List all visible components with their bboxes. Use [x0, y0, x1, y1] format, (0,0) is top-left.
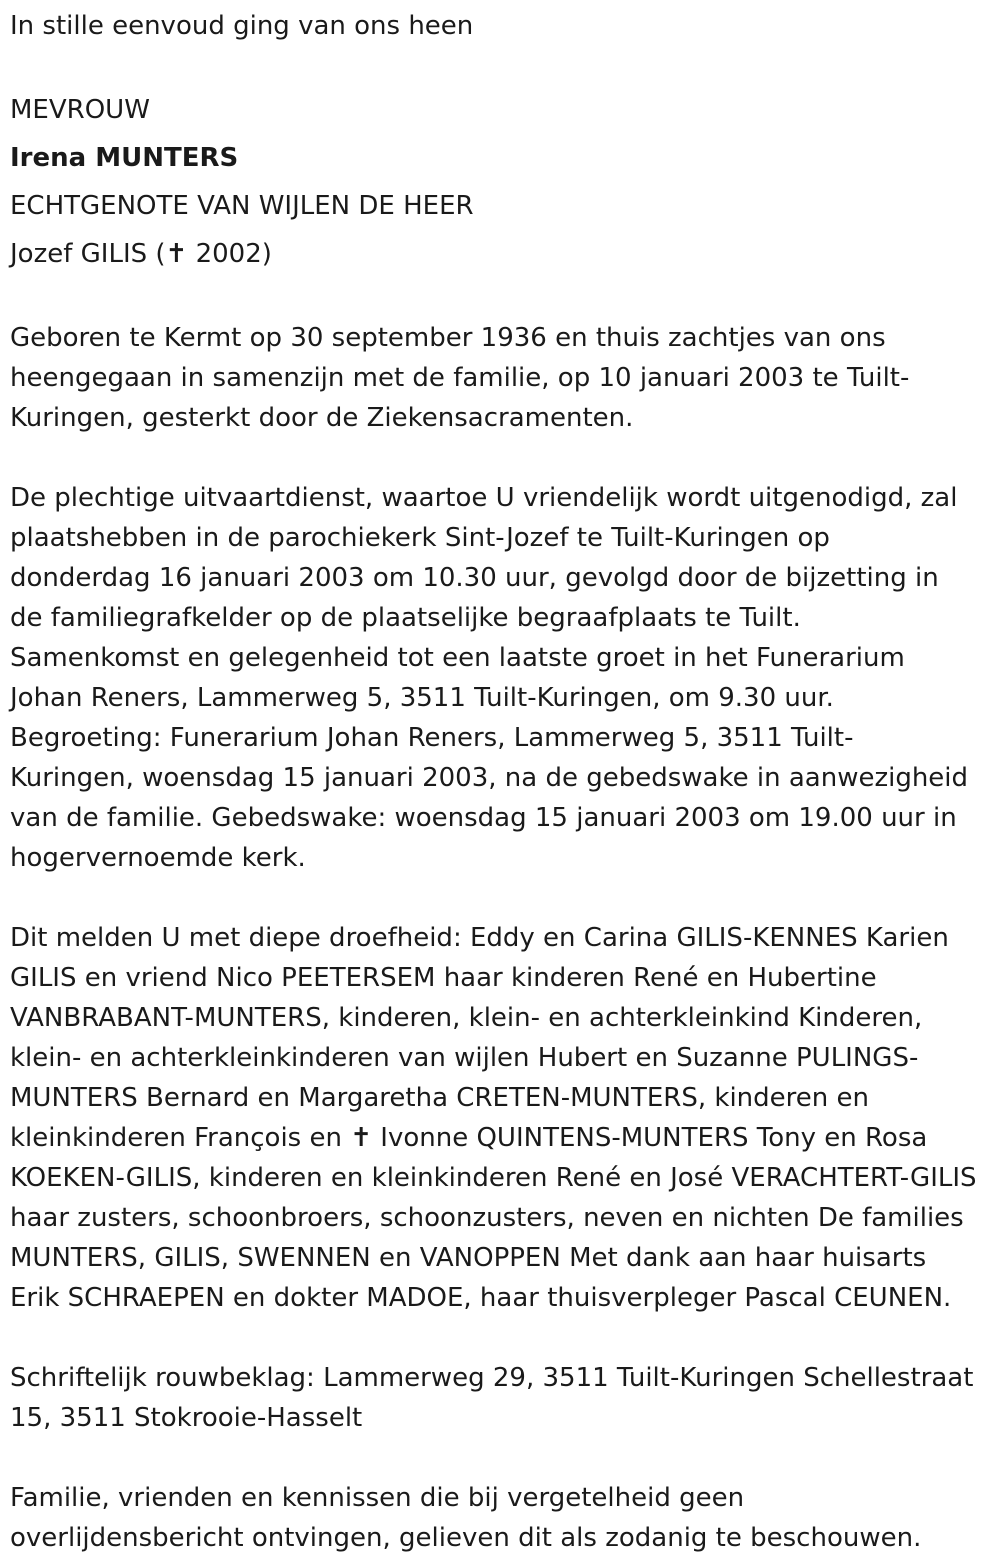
spacer: [10, 1318, 990, 1358]
paragraph-line: Samenkomst en gelegenheid tot een laatste groet in het Funerarium: [10, 643, 905, 673]
service-paragraph: [10, 478, 990, 878]
spacer: [10, 1438, 990, 1478]
paragraph-line: 15, 3511 Stokrooie-Hasselt: [10, 1403, 363, 1433]
spacer: [10, 438, 990, 478]
paragraph-line: heengegaan in samenzijn met de familie, op 10 januari 2003 te Tuilt-: [10, 363, 910, 393]
paragraph-line: donderdag 16 januari 2003 om 10.30 uur, gevolgd door de bijzetting in: [10, 563, 939, 593]
paragraph-line: Johan Reners, Lammerweg 5, 3511 Tuilt-Kuringen, om 9.30 uur.: [10, 683, 834, 713]
birth-paragraph: [10, 318, 990, 438]
address-paragraph: [10, 1358, 990, 1438]
title-text: MEVROUW: [10, 95, 150, 125]
paragraph-line: Kuringen, gesterkt door de Ziekensacramenten.: [10, 403, 634, 433]
paragraph-line: de familiegrafkelder op de plaatselijke begraafplaats te Tuilt.: [10, 603, 801, 633]
spacer: [10, 46, 990, 86]
relation-text: ECHTGENOTE VAN WIJLEN DE HEER: [10, 191, 474, 221]
paragraph-line: Erik SCHRAEPEN en dokter MADOE, haar thuisverpleger Pascal CEUNEN.: [10, 1283, 952, 1313]
paragraph-line: Begroeting: Funerarium Johan Reners, Lammerweg 5, 3511 Tuilt-: [10, 723, 854, 753]
paragraph-line: Geboren te Kermt op 30 september 1936 en thuis zachtjes van ons: [10, 323, 886, 353]
family-paragraph: [10, 918, 990, 1318]
paragraph-line: plaatshebben in de parochiekerk Sint-Jozef te Tuilt-Kuringen op: [10, 523, 830, 553]
paragraph-line: overlijdensbericht ontvingen, gelieven dit als zodanig te beschouwen.: [10, 1523, 922, 1553]
paragraph-line: GILIS en vriend Nico PEETERSEM haar kinderen René en Hubertine: [10, 963, 877, 993]
paragraph-line: MUNTERS, GILIS, SWENNEN en VANOPPEN Met dank aan haar huisarts: [10, 1243, 927, 1273]
paragraph-line: De plechtige uitvaartdienst, waartoe U vriendelijk wordt uitgenodigd, zal: [10, 483, 958, 513]
spacer: [10, 878, 990, 918]
paragraph-line: haar zusters, schoonbroers, schoonzusters, neven en nichten De families: [10, 1203, 964, 1233]
paragraph-line: hogervernoemde kerk.: [10, 843, 306, 873]
paragraph-line: Familie, vrienden en kennissen die bij vergetelheid geen: [10, 1483, 745, 1513]
paragraph-line: Dit melden U met diepe droefheid: Eddy en Carina GILIS-KENNES Karien: [10, 923, 949, 953]
closing-paragraph: [10, 1478, 990, 1558]
paragraph-line: klein- en achterkleinkinderen van wijlen Hubert en Suzanne PULINGS-: [10, 1043, 919, 1073]
spacer: [10, 278, 990, 318]
paragraph-line: kleinkinderen François en ✝ Ivonne QUINTENS-MUNTERS Tony en Rosa: [10, 1123, 928, 1153]
paragraph-line: Schriftelijk rouwbeklag: Lammerweg 29, 3511 Tuilt-Kuringen Schellestraat: [10, 1363, 974, 1393]
paragraph-line: Kuringen, woensdag 15 januari 2003, na de gebedswake in aanwezigheid: [10, 763, 969, 793]
deceased-name: Irena MUNTERS: [10, 143, 239, 173]
paragraph-line: VANBRABANT-MUNTERS, kinderen, klein- en achterkleinkind Kinderen,: [10, 1003, 923, 1033]
paragraph-line: MUNTERS Bernard en Margaretha CRETEN-MUNTERS, kinderen en: [10, 1083, 869, 1113]
intro-text: In stille eenvoud ging van ons heen: [10, 11, 474, 41]
spouse-text: Jozef GILIS (✝ 2002): [10, 239, 272, 269]
paragraph-line: van de familie. Gebedswake: woensdag 15 januari 2003 om 19.00 uur in: [10, 803, 957, 833]
paragraph-line: KOEKEN-GILIS, kinderen en kleinkinderen René en José VERACHTERT-GILIS: [10, 1163, 977, 1193]
